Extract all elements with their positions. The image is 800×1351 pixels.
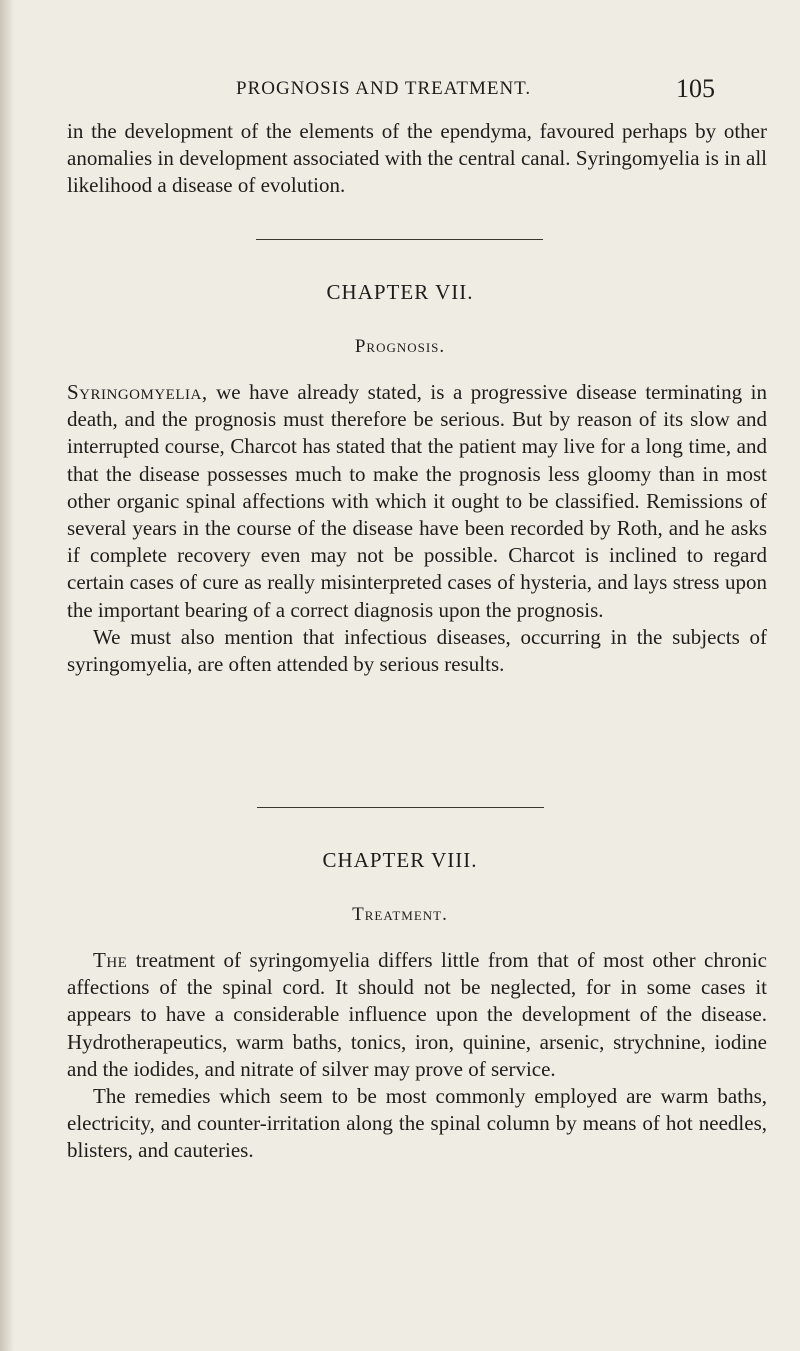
intro-paragraph-block (67, 118, 767, 200)
remedies-paragraph: The remedies which seem to be most commonly employed are warm baths, electricity, and counter-irritation along the spinal column by means of hot needles, blisters, and cauteries. (67, 1084, 767, 1163)
running-title: PROGNOSIS AND TREATMENT. (236, 78, 532, 99)
chapter-vii-title: Prognosis. (354, 336, 446, 357)
intro-paragraph: in the development of the elements of the ependyma, favoured perhaps by other anomalies in development associated with the central canal. Syringomyelia is in all likelihood a disease of evolution. (67, 119, 767, 198)
page-number: 105 (676, 74, 715, 103)
prognosis-text (67, 379, 767, 678)
chapter-vii-heading: CHAPTER VII. (326, 280, 474, 304)
treatment-lead-word: The (93, 948, 128, 972)
prognosis-paragraph (67, 379, 767, 624)
infectious-paragraph: We must also mention that infectious diseases, occurring in the subjects of syringomyelia, are often attended by serious results. (67, 624, 767, 677)
treatment-body: treatment of syringomyelia differs little from that of most other chronic affections of the spinal cord. It should not be neglected, for in some cases it appears to have a considerable influence upon the development of the disease. Hydrotherapeutics, warm baths, tonics, iron, quinine, arsenic, strychnine, iodine and the iodides, and nitrate of silver may prove of service. (67, 948, 767, 1081)
chapter-viii-heading: CHAPTER VIII. (322, 848, 478, 872)
section-divider-rule (257, 807, 544, 808)
page-binding-edge (0, 0, 14, 1351)
treatment-text (67, 947, 767, 1165)
prognosis-body: we have already stated, is a progressive disease terminating in death, and the prognosis must therefore be serious. But by reason of its slow and interrupted course, Charcot has stated that the patient may live for a long time, and that the disease possesses much to make the prognosis less gloomy than in most other organic spinal affections with which it ought to be classified. Remissions of several years in the course of the disease have been recorded by Roth, and he asks if complete recovery even may not be possible. Charcot is inclined to regard certain cases of cure as really misinterpreted cases of hysteria, and lays stress upon the important bearing of a correct diagnosis upon the prognosis. (67, 380, 767, 622)
chapter-viii-title: Treatment. (352, 904, 448, 925)
section-divider-rule (256, 239, 543, 240)
treatment-paragraph (67, 947, 767, 1083)
running-head (0, 74, 800, 114)
prognosis-lead-word: Syringomyelia, (67, 380, 208, 404)
